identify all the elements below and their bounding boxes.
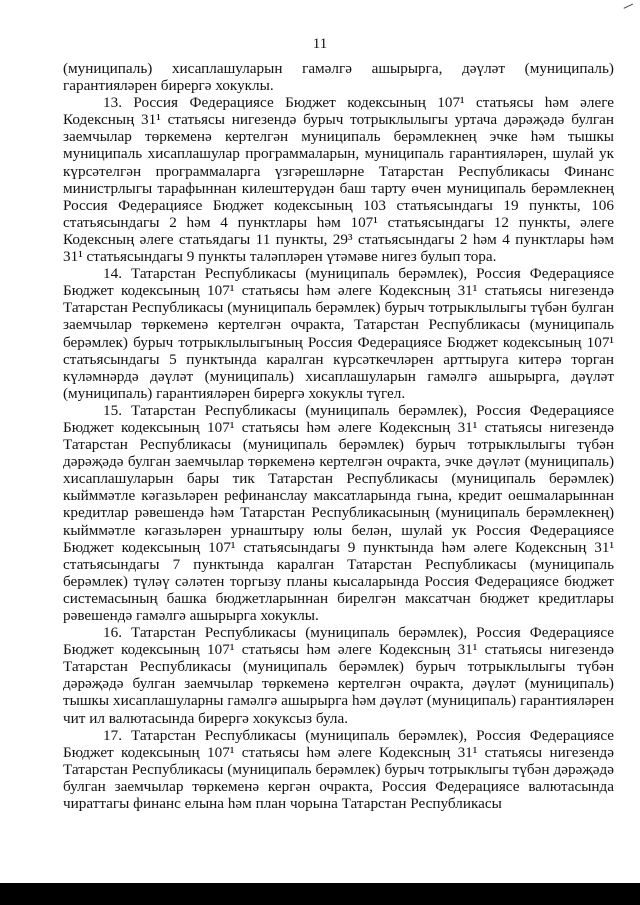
paragraph-15: 15. Татарстан Республикасы (муниципаль берәмлек), Россия Федерациясе Бюджет кодексының 107¹ статьясы һәм әлеге Кодексның 31¹ статьясы нигезендә Татарстан Республикасы (муниципаль берәмлек) бурыч тотрыклылыгы түбән дәрәҗәдә булган заемчылар төркеменә кертелгән очракта, эчке дәүләт (муниципаль) хисаплашуларын бары тик Татарстан Республикасы (муниципаль берәмлек) кыйммәтле кәгазьләрен рефинанслау максатларында гына, кредит оешмаларыннан кредитлар рәвешендә һәм Татарстан Республикасының (муниципаль берәмлекнең) кыйммәтле кәгазьләрен урнаштыру юлы белән, шулай ук Россия Федерациясе Бюджет кодексының 107¹ статьясындагы 9 пунктында һәм әлеге Кодексның 31¹ статьясындагы 7 пунктында каралган Татарстан Республикасы (муниципаль берәмлек) түләү сәләтен торгызу планы кысаларында Россия Федерациясе бюджет системасының башка бюджетларыннан бирелгән максатчан бюджет кредитлары рәвешендә гамәлгә ашырырга хокуклы.: [63, 401, 614, 624]
page-number: 11: [312, 36, 328, 52]
scan-corner-mark: [621, 0, 633, 9]
document-body: [63, 60, 614, 812]
paragraph-16: 16. Татарстан Республикасы (муниципаль берәмлек), Россия Федерациясе Бюджет кодексының 107¹ статьясы һәм әлеге Кодексның 31¹ статьясы нигезендә Татарстан Республикасы (муниципаль берәмлек) бурыч тотрыклылыгы түбән дәрәҗәдә булган заемчылар төркеменә кертелгән очракта, дәүләт (муниципаль) тышкы хисаплашуларны гамәлгә ашырырга һәм дәүләт (муниципаль) гарантияләрен чит ил валютасында бирергә хокуксыз була.: [63, 624, 614, 727]
paragraph-13: 13. Россия Федерациясе Бюджет кодексының 107¹ статьясы һәм әлеге Кодексның 31¹ статьясы нигезендә бурыч тотрыклылыгы уртача дәрәҗәдә булган заемчылар төркеменә кертелгән муниципаль берәмлекнең эчке һәм тышкы муниципаль хисаплашулар программаларын, муниципаль гарантияләрен, шулай ук күрсәтелгән программаларга үзгәрешләрне Татарстан Республикасы Финанс министрлыгы тарафыннан килештерүдән баш тарту өчен муниципаль берәмлекнең Россия Федерациясе Бюджет кодексының 103 статьясындагы 19 пункты, 106 статьясындагы 2 һәм 4 пунктлары һәм 107¹ статьясындагы 12 пункты, әлеге Кодексның әлеге статьядагы 11 пункты, 29³ статьясындагы 2 һәм 4 пунктлары һәм 31¹ статьясындагы 9 пункты таләпләрен үтәмәве нигез булып тора.: [63, 94, 614, 266]
paragraph-continuation: (муниципаль) хисаплашуларын гамәлгә ашырырга, дәүләт (муниципаль) гарантияләрен бирергә хокуклы.: [63, 60, 614, 95]
paragraph-17: 17. Татарстан Республикасы (муниципаль берәмлек), Россия Федерациясе Бюджет кодексының 107¹ статьясы һәм әлеге Кодексның 31¹ статьясы нигезендә Татарстан Республикасы (муниципаль берәмлек) бурыч тотрыклыгы түбән дәрәҗәдә булган заемчылар төркеменә кергән очракта, Россия Федерациясе валютасында чираттагы финанс елына һәм план чорына Татарстан Республикасы: [63, 726, 614, 813]
paragraph-14: 14. Татарстан Республикасы (муниципаль берәмлек), Россия Федерациясе Бюджет кодексының 107¹ статьясы һәм әлеге Кодексның 31¹ статьясы нигезендә Татарстан Республикасы (муниципаль берәмлек) бурыч тотрыклылыгы түбән булган заемчылар төркеменә кертелгән очракта, Татарстан Республикасы (муниципаль берәмлек) бурыч тотрыклылыгының Россия Федерациясе Бюджет кодексының 107¹ статьясындагы 5 пунктында каралган күрсәткечләрен арттыруга китерә торган күләмнәрдә дәүләт (муниципаль) хисаплашуларын гамәлгә ашырырга, дәүләт (муниципаль) гарантияләрен бирергә хокуклы түгел.: [63, 265, 614, 402]
scan-bottom-border: [0, 883, 640, 905]
